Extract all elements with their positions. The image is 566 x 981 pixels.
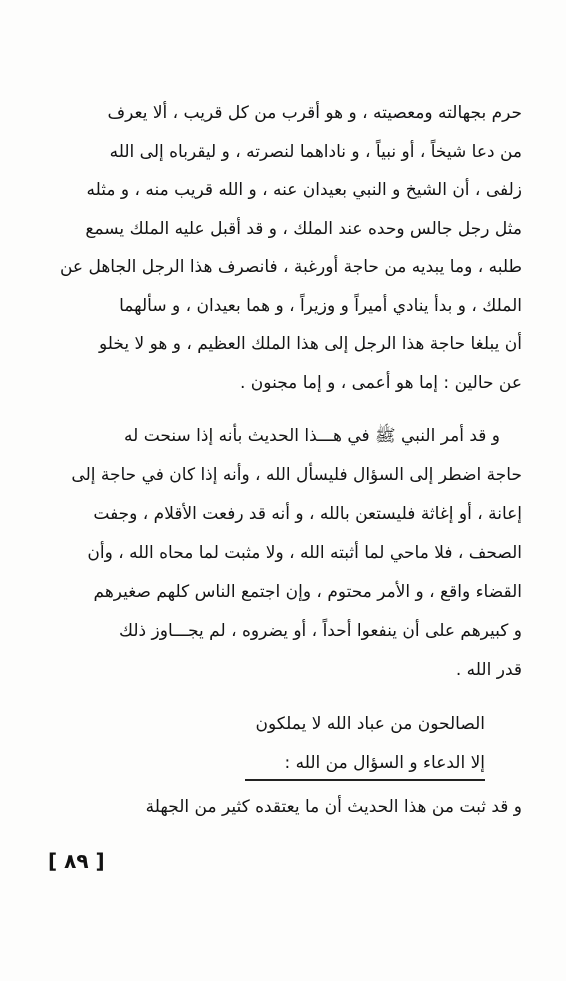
text-line: الصحف ، فلا ماحي لما أثبته الله ، ولا مثبت لما محاه الله ، وأن bbox=[87, 543, 522, 563]
text-line: زلفى ، أن الشيخ و النبي بعيدان عنه ، و الله قريب منه ، و مثله bbox=[86, 180, 522, 200]
text-line: إعانة ، أو إغاثة فليستعن بالله ، و أنه قد رفعت الأقلام ، وجفت bbox=[93, 504, 522, 524]
paragraph-1 bbox=[46, 94, 522, 402]
text-line: قدر الله . bbox=[455, 660, 522, 680]
text-line: و قد ثبت من هذا الحديث أن ما يعتقده كثير من الجهلة bbox=[145, 797, 522, 817]
text-line: القضاء واقع ، و الأمر محتوم ، وإن اجتمع الناس كلهم صغيرهم bbox=[93, 582, 522, 602]
text-line: و قد أمر النبي ﷺ في هـــذا الحديث بأنه إذا سنحت له bbox=[124, 426, 500, 446]
text-line: طلبه ، وما يبديه من حاجة أورغبة ، فانصرف هذا الرجل الجاهل عن bbox=[59, 257, 522, 277]
text-line: عن حالين : إما هو أعمى ، و إما مجنون . bbox=[240, 372, 522, 393]
heading-line: إلا الدعاء و السؤال من الله : bbox=[284, 753, 485, 773]
text-line: الملك ، و بدأ ينادي أميراً و وزيراً ، و هما بعيدان ، و سألهما bbox=[119, 295, 522, 316]
text-line: من دعا شيخاً ، أو نبياً ، و ناداهما لنصرته ، و ليقرباه إلى الله bbox=[109, 141, 522, 162]
page-number: [ ٨٩ ] bbox=[48, 849, 105, 873]
text-line: و كبيرهم على أن ينفعوا أحداً ، أو يضروه ، لم يجـــاوز ذلك bbox=[119, 621, 522, 641]
paragraph-2 bbox=[46, 417, 522, 690]
heading-line: الصالحون من عباد الله لا يملكون bbox=[255, 714, 485, 734]
text-line: مثل رجل جالس وحده عند الملك ، و قد أقبل عليه الملك يسمع bbox=[85, 218, 522, 239]
text-line: أن يبلغا حاجة هذا الرجل إلى هذا الملك العظيم ، و هو لا يخلو bbox=[98, 334, 522, 354]
paragraph-3 bbox=[46, 788, 522, 827]
text-line: حرم بجهالته ومعصيته ، و هو أقرب من كل قريب ، ألا يعرف bbox=[107, 103, 522, 123]
section-heading bbox=[200, 705, 485, 783]
text-line: حاجة اضطر إلى السؤال فليسأل الله ، وأنه إذا كان في حاجة إلى bbox=[71, 465, 522, 485]
heading-underline bbox=[245, 779, 485, 781]
